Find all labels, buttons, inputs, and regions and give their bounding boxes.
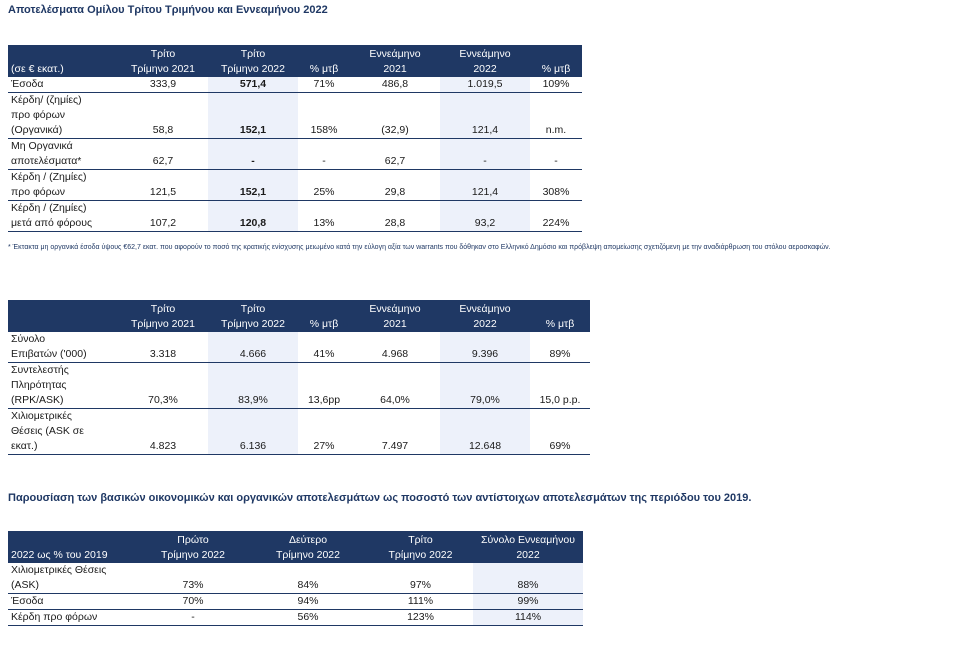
table-cell: 83,9%	[208, 363, 298, 409]
table-cell: 4.968	[350, 332, 440, 363]
table-cell: 29,8	[350, 170, 440, 201]
table-row	[8, 332, 590, 363]
column-header	[350, 45, 440, 77]
column-header	[298, 300, 350, 332]
row-label-line: Χιλιομετρικές	[11, 410, 72, 422]
column-header-line: 2022	[473, 318, 497, 330]
table-cell: 6.136	[208, 409, 298, 455]
table-cell: 93,2	[440, 201, 530, 232]
column-header-line: Πρώτο	[177, 534, 209, 546]
table-cell: 486,8	[350, 77, 440, 93]
column-header-line: Τρίμηνο 2022	[221, 318, 285, 330]
page-title: Αποτελέσματα Ομίλου Τρίτου Τριμήνου και Εννεαμήνου 2022	[8, 4, 328, 16]
column-header-line: Τρίτο	[240, 303, 266, 315]
column-header-line: Τρίμηνο 2022	[161, 549, 225, 561]
table-cell: 89%	[530, 332, 590, 363]
row-label	[8, 201, 118, 232]
table-cell: 64,0%	[350, 363, 440, 409]
row-label-line: Επιβατών ('000)	[11, 348, 87, 360]
header-row	[8, 300, 590, 332]
table-row	[8, 610, 583, 626]
table-cell: 114%	[473, 610, 583, 626]
row-label	[8, 610, 138, 626]
table-row	[8, 201, 582, 232]
table-cell: 12.648	[440, 409, 530, 455]
table-row	[8, 409, 590, 455]
row-label	[8, 139, 118, 170]
table-cell: 71%	[298, 77, 350, 93]
table-cell: 7.497	[350, 409, 440, 455]
row-label-line: Κέρδη προ φόρων	[11, 611, 98, 623]
table-cell: 121,4	[440, 93, 530, 139]
table-cell: n.m.	[530, 93, 582, 139]
column-header	[530, 300, 590, 332]
column-header	[473, 531, 583, 563]
table-cell: 97%	[368, 563, 473, 594]
column-header-line: Τρίτο	[240, 48, 266, 60]
column-header-line: Τρίμηνο 2022	[221, 63, 285, 75]
column-header-line: % μτβ	[541, 63, 571, 75]
column-header-line: Εννεάμηνο	[459, 303, 511, 315]
table-cell: 88%	[473, 563, 583, 594]
column-header-line: Τρίμηνο 2021	[131, 63, 195, 75]
table-cell: 3.318	[118, 332, 208, 363]
column-header-line: (σε € εκατ.)	[11, 63, 64, 75]
column-header-line: 2021	[383, 63, 407, 75]
table-row	[8, 563, 583, 594]
table-cell: 58,8	[118, 93, 208, 139]
row-label	[8, 594, 138, 610]
row-label-line: Μη Οργανικά	[11, 140, 73, 152]
row-label-line: εκατ.)	[11, 440, 38, 452]
table-row	[8, 363, 590, 409]
table-cell: 62,7	[118, 139, 208, 170]
table-cell: 84%	[248, 563, 368, 594]
row-label-line: Πληρότητας	[11, 379, 67, 391]
column-header	[8, 300, 118, 332]
column-header	[530, 45, 582, 77]
column-header-line: Τρίμηνο 2022	[276, 549, 340, 561]
table-cell: 123%	[368, 610, 473, 626]
column-header	[8, 45, 118, 77]
column-header	[440, 300, 530, 332]
column-header	[118, 45, 208, 77]
column-header	[368, 531, 473, 563]
table-cell: 70,3%	[118, 363, 208, 409]
row-label-line: Έσοδα	[11, 595, 44, 607]
table-cell: 56%	[248, 610, 368, 626]
comparison-2019-table	[8, 531, 583, 626]
column-header-line: Εννεάμηνο	[369, 48, 421, 60]
table-row	[8, 139, 582, 170]
column-header-line: Τρίτο	[408, 534, 433, 546]
operational-metrics-table	[8, 300, 590, 455]
table-cell: 13%	[298, 201, 350, 232]
table-cell: 4.823	[118, 409, 208, 455]
column-header-line: % μτβ	[545, 318, 575, 330]
row-label-line: Συντελεστής	[11, 364, 69, 376]
row-label-line: αποτελέσματα*	[11, 155, 82, 167]
table-cell: 152,1	[208, 93, 298, 139]
column-header	[208, 45, 298, 77]
row-label	[8, 93, 118, 139]
column-header-line: Εννεάμηνο	[459, 48, 511, 60]
column-header-line: Τρίμηνο 2021	[131, 318, 195, 330]
row-label-line: Κέρδη/ (ζημίες)	[11, 94, 82, 106]
column-header-line: 2022	[473, 63, 497, 75]
header-row	[8, 531, 583, 563]
row-label	[8, 170, 118, 201]
table-cell: -	[208, 139, 298, 170]
row-label-line: Θέσεις (ASK σε	[11, 425, 84, 437]
row-label-line: (Οργανικά)	[11, 124, 63, 136]
table-cell: 13,6pp	[298, 363, 350, 409]
column-header	[298, 45, 350, 77]
row-label-line: (RPK/ASK)	[11, 394, 64, 406]
table-row	[8, 594, 583, 610]
group-results-table	[8, 45, 582, 232]
table-cell: 107,2	[118, 201, 208, 232]
row-label	[8, 409, 118, 455]
column-header-line: Εννεάμηνο	[369, 303, 421, 315]
table-cell: 333,9	[118, 77, 208, 93]
table-cell: -	[298, 139, 350, 170]
table-row	[8, 93, 582, 139]
table-row	[8, 77, 582, 93]
column-header	[208, 300, 298, 332]
table-cell: 158%	[298, 93, 350, 139]
column-header-line: Δεύτερο	[288, 534, 328, 546]
column-header-line: % μτβ	[309, 63, 339, 75]
table-cell: 25%	[298, 170, 350, 201]
column-header-line: 2022	[516, 549, 540, 561]
table-cell: 62,7	[350, 139, 440, 170]
table-cell: 571,4	[208, 77, 298, 93]
column-header-line: Τρίτο	[150, 48, 176, 60]
table-cell: -	[138, 610, 248, 626]
header-row	[8, 45, 582, 77]
table-cell: 224%	[530, 201, 582, 232]
table-cell: -	[530, 139, 582, 170]
table-cell: (32,9)	[350, 93, 440, 139]
table-cell: -	[440, 139, 530, 170]
row-label-line: Κέρδη / (Ζημίες)	[11, 171, 87, 183]
row-label	[8, 332, 118, 363]
column-header-line: 2022 ως % του 2019	[11, 549, 108, 561]
table-row	[8, 170, 582, 201]
column-header-line: 2021	[383, 318, 407, 330]
column-header	[138, 531, 248, 563]
table-cell: 41%	[298, 332, 350, 363]
row-label	[8, 563, 138, 594]
column-header-line: Σύνολο Εννεαμήνου	[481, 534, 575, 546]
table-cell: 27%	[298, 409, 350, 455]
column-header	[118, 300, 208, 332]
row-label-line: Χιλιομετρικές Θέσεις	[11, 564, 107, 576]
column-header-line: % μτβ	[309, 318, 339, 330]
table-cell: 152,1	[208, 170, 298, 201]
table-cell: 308%	[530, 170, 582, 201]
table-cell: 99%	[473, 594, 583, 610]
row-label-line: Έσοδα	[11, 78, 44, 90]
row-label	[8, 363, 118, 409]
table-cell: 111%	[368, 594, 473, 610]
table-cell: 28,8	[350, 201, 440, 232]
table-cell: 120,8	[208, 201, 298, 232]
table-cell: 94%	[248, 594, 368, 610]
row-label-line: μετά από φόρους	[11, 217, 93, 229]
row-label-line: (ASK)	[11, 579, 40, 591]
table-cell: 70%	[138, 594, 248, 610]
table-cell: 121,4	[440, 170, 530, 201]
table-cell: 109%	[530, 77, 582, 93]
footnote: * Έκτακτα μη οργανικά έσοδα ύψους €62,7 εκατ. που αφορούν το ποσό της κρατικής ενίσχυσης μειωμένο κατά την εύλογη αξία των warrants που δόθηκαν στο Ελληνικό Δημόσιο και πρόβλεψη απομείωσης σχετιζόμενη με την αναδιάρθρωση του στόλου αεροσκαφών.	[8, 244, 831, 251]
table-cell: 1.019,5	[440, 77, 530, 93]
table-cell: 15,0 p.p.	[530, 363, 590, 409]
table-cell: 73%	[138, 563, 248, 594]
row-label-line: Σύνολο	[11, 333, 46, 345]
table-cell: 4.666	[208, 332, 298, 363]
table-cell: 69%	[530, 409, 590, 455]
table-cell: 121,5	[118, 170, 208, 201]
column-header	[440, 45, 530, 77]
column-header-line: Τρίτο	[150, 303, 176, 315]
column-header	[350, 300, 440, 332]
row-label-line: προ φόρων	[11, 109, 66, 121]
section-heading-2019-comparison: Παρουσίαση των βασικών οικονομικών και οργανικών αποτελεσμάτων ως ποσοστό των αντίστοιχων αποτελεσμάτων της περιόδου του 2019.	[8, 492, 752, 504]
table-cell: 79,0%	[440, 363, 530, 409]
row-label-line: Κέρδη / (Ζημίες)	[11, 202, 87, 214]
column-header	[8, 531, 138, 563]
column-header-line: Τρίμηνο 2022	[388, 549, 453, 561]
column-header	[248, 531, 368, 563]
table-cell: 9.396	[440, 332, 530, 363]
row-label-line: προ φόρων	[11, 186, 66, 198]
row-label	[8, 77, 118, 93]
